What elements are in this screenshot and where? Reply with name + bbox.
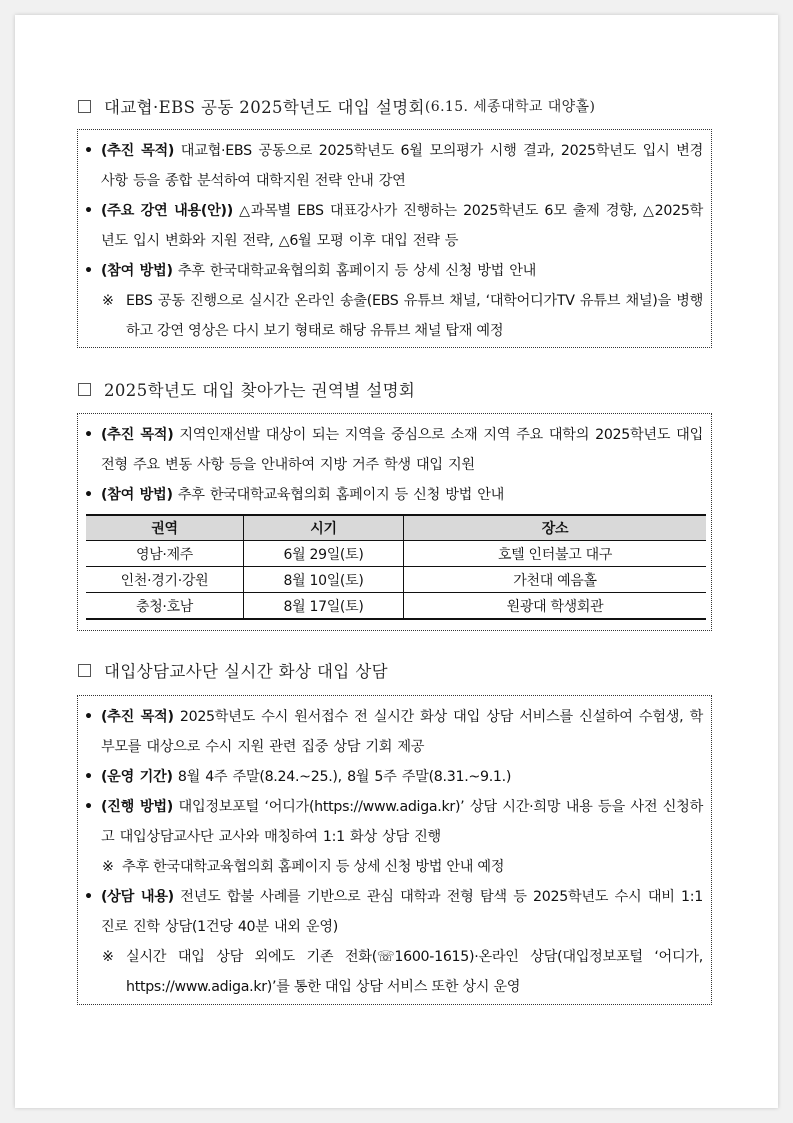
bullet-icon: • bbox=[84, 427, 93, 443]
table-header-row bbox=[86, 515, 706, 541]
item-text: 8월 4주 주말(8.24.~25.), 8월 5주 주말(8.31.~9.1.) bbox=[172, 769, 512, 785]
cell-venue: 가천대 예음홀 bbox=[404, 567, 707, 593]
section-title-regional bbox=[78, 377, 415, 401]
regional-schedule-table bbox=[86, 514, 706, 620]
bullet-icon: • bbox=[84, 769, 93, 785]
list-item bbox=[84, 882, 703, 942]
item-text: △과목별 EBS 대표강사가 진행하는 2025학년도 6모 출제 경향, △2025학년도 입시 변화와 지원 전략, △6월 모평 이후 대입 전략 등 bbox=[101, 203, 703, 249]
section-title-briefing bbox=[78, 94, 595, 118]
bullet-icon: • bbox=[84, 889, 93, 905]
item-label: (주요 강연 내용(안)) bbox=[101, 203, 233, 219]
note-text: 실시간 대입 상담 외에도 기존 전화(☏1600-1615)·온라인 상담(대입정보포털 ‘어디가, https://www.adiga.kr)’를 통한 대입 상담 서비스 또한 상시 운영 bbox=[126, 949, 703, 995]
list-item bbox=[84, 420, 703, 480]
item-text: 추후 한국대학교육협의회 홈페이지 등 상세 신청 방법 안내 bbox=[172, 263, 537, 279]
section-title-text: 대교협·EBS 공동 2025학년도 대입 설명회 bbox=[104, 98, 425, 117]
section-title-sub: (6.15. 세종대학교 대양홀) bbox=[424, 99, 596, 115]
checkbox-square-icon bbox=[78, 664, 91, 677]
item-label: (추진 목적) bbox=[101, 143, 175, 159]
cell-region: 영남·제주 bbox=[86, 541, 244, 567]
note-text: EBS 공동 진행으로 실시간 온라인 송출(EBS 유튜브 채널, ‘대학어디가TV 유튜브 채널)을 병행하고 강연 영상은 다시 보기 형태로 해당 유튜브 채널 탑재 예정 bbox=[126, 293, 703, 339]
section-box-counseling bbox=[77, 695, 712, 1005]
item-text: 대교협·EBS 공동으로 2025학년도 6월 모의평가 시행 결과, 2025학년도 입시 변경 사항 등을 종합 분석하여 대학지원 전략 안내 강연 bbox=[101, 143, 703, 189]
bullet-icon: • bbox=[84, 799, 93, 815]
section-title-counseling bbox=[78, 658, 388, 682]
note-item bbox=[84, 942, 703, 1002]
bullet-icon: • bbox=[84, 263, 93, 279]
column-header-venue: 장소 bbox=[404, 515, 707, 541]
list-item bbox=[84, 702, 703, 762]
list-item bbox=[84, 256, 703, 286]
item-label: (참여 방법) bbox=[101, 263, 173, 279]
reference-mark-icon: ※ bbox=[102, 293, 114, 309]
bullet-icon: • bbox=[84, 709, 93, 725]
note-item bbox=[84, 286, 703, 346]
bullet-icon: • bbox=[84, 487, 93, 503]
item-label: (추진 목적) bbox=[101, 709, 174, 725]
item-text: 2025학년도 수시 원서접수 전 실시간 화상 대입 상담 서비스를 신설하여 수험생, 학부모를 대상으로 수시 지원 관련 집중 상담 기회 제공 bbox=[101, 709, 703, 755]
list-item bbox=[84, 480, 703, 510]
item-label: (상담 내용) bbox=[101, 889, 174, 905]
list-item bbox=[84, 136, 703, 196]
list-item bbox=[84, 792, 703, 852]
item-text: 지역인재선발 대상이 되는 지역을 중심으로 소재 지역 주요 대학의 2025학년도 대입전형 주요 변동 사항 등을 안내하여 지방 거주 학생 대입 지원 bbox=[101, 427, 703, 473]
cell-region: 충청·호남 bbox=[86, 593, 244, 620]
cell-region: 인천·경기·강원 bbox=[86, 567, 244, 593]
list-item bbox=[84, 196, 703, 256]
item-text: 추후 한국대학교육협의회 홈페이지 등 신청 방법 안내 bbox=[172, 487, 505, 503]
cell-date: 8월 10일(토) bbox=[244, 567, 404, 593]
bullet-icon: • bbox=[84, 143, 93, 159]
table-row bbox=[86, 593, 706, 620]
reference-mark-icon: ※ bbox=[102, 859, 114, 875]
section-box-briefing bbox=[77, 129, 712, 348]
checkbox-square-icon bbox=[78, 383, 91, 396]
cell-venue: 호텔 인터불고 대구 bbox=[404, 541, 707, 567]
item-text: 전년도 합불 사례를 기반으로 관심 대학과 전형 탐색 등 2025학년도 수시 대비 1:1 진로 진학 상담(1건당 40분 내외 운영) bbox=[101, 889, 703, 935]
cell-venue: 원광대 학생회관 bbox=[404, 593, 707, 620]
cell-date: 8월 17일(토) bbox=[244, 593, 404, 620]
section-title-text: 대입상담교사단 실시간 화상 대입 상담 bbox=[104, 662, 389, 681]
note-item bbox=[84, 852, 703, 882]
bullet-icon: • bbox=[84, 203, 93, 219]
item-text: 대입정보포털 ‘어디가(https://www.adiga.kr)’ 상담 시간·희망 내용 등을 사전 신청하고 대입상담교사단 교사와 매칭하여 1:1 화상 상담 진행 bbox=[101, 799, 703, 845]
item-label: (추진 목적) bbox=[101, 427, 174, 443]
item-label: (운영 기간) bbox=[101, 769, 173, 785]
cell-date: 6월 29일(토) bbox=[244, 541, 404, 567]
column-header-date: 시기 bbox=[244, 515, 404, 541]
item-label: (진행 방법) bbox=[101, 799, 173, 815]
item-label: (참여 방법) bbox=[101, 487, 173, 503]
table-row bbox=[86, 567, 706, 593]
list-item bbox=[84, 762, 703, 792]
reference-mark-icon: ※ bbox=[102, 949, 114, 965]
column-header-region: 권역 bbox=[86, 515, 244, 541]
note-text: 추후 한국대학교육협의회 홈페이지 등 상세 신청 방법 안내 예정 bbox=[122, 859, 505, 875]
section-box-regional bbox=[77, 413, 712, 631]
section-title-text: 2025학년도 대입 찾아가는 권역별 설명회 bbox=[104, 381, 416, 400]
table-row bbox=[86, 541, 706, 567]
checkbox-square-icon bbox=[78, 100, 91, 113]
